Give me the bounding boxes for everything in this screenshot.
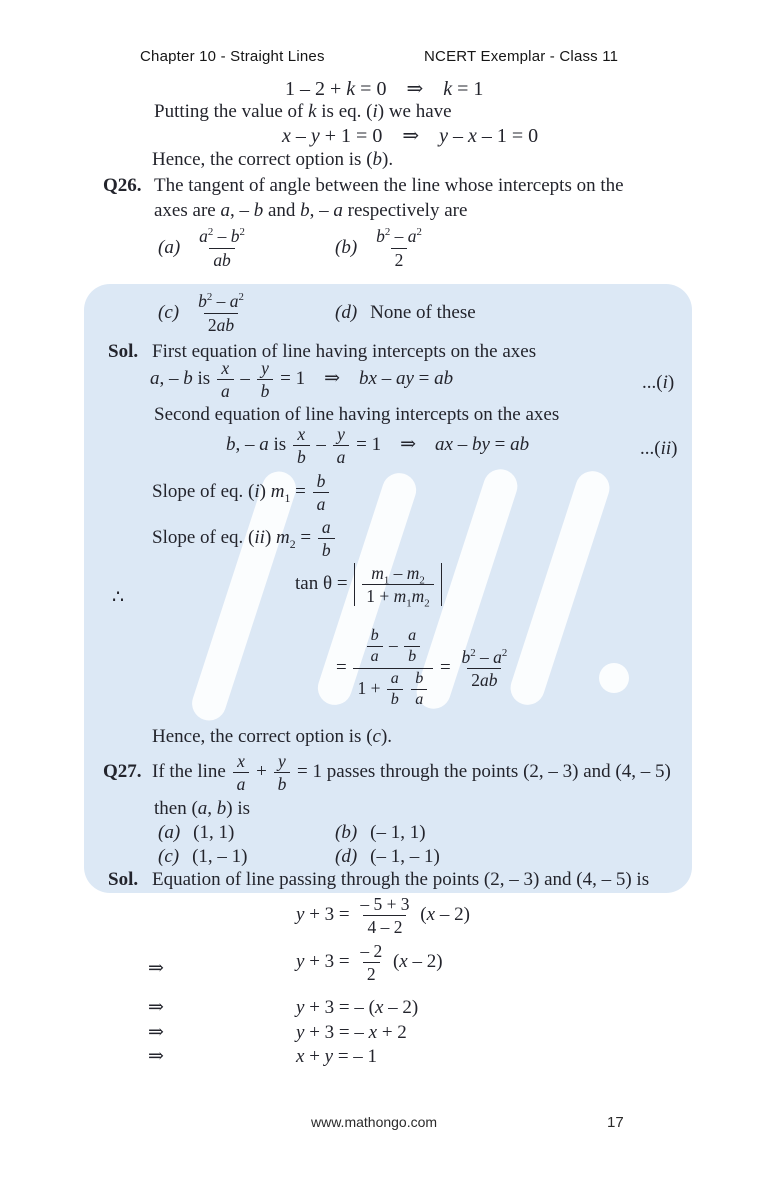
- equation-line: x + y = – 1: [296, 1046, 378, 1067]
- watermark-dot: [599, 663, 629, 693]
- book-title: NCERT Exemplar - Class 11: [424, 48, 619, 65]
- equation-ref: ...(ii): [640, 438, 678, 459]
- implies-arrow: ⇒: [148, 1022, 164, 1043]
- equation-line: 1 – 2 + k = 0 ⇒ k = 1: [285, 78, 484, 100]
- chapter-title: Chapter 10 - Straight Lines: [140, 48, 325, 65]
- option-label: (d): [335, 302, 358, 323]
- solution-text: Second equation of line having intercepts on the axes: [154, 404, 560, 425]
- option-c: [158, 289, 250, 337]
- question-number: Q27.: [103, 761, 142, 782]
- question-text: axes are a, – b and b, – a respectively are: [154, 200, 468, 221]
- conclusion-line: Hence, the correct option is (c).: [152, 726, 393, 747]
- option-label: (c): [158, 302, 180, 323]
- footer-website: www.mathongo.com: [311, 1114, 438, 1130]
- option-text: None of these: [370, 302, 476, 323]
- option-d: [335, 289, 476, 337]
- option-text: (– 1, – 1): [370, 846, 440, 867]
- solution-label: Sol.: [108, 869, 139, 890]
- question-number: Q26.: [103, 175, 142, 196]
- equation-line: tan θ = $\frac{m_1 - m_2}{1 + m_1m_2}$: [295, 563, 444, 606]
- solution-label: Sol.: [108, 341, 139, 362]
- question-text: If the line $\frac{x}{a}$ + $\frac{y}{b}$ = 1 passes through the points (2, – 3) and (4, – 5): [152, 751, 671, 795]
- equation-line: = $\frac{b}{a}$ – $\frac{a}{b}$ 1 + $\frac{a}{b}$ $\frac{b}{a}$ = $\frac{b^2 - a^2}{2ab}$: [336, 627, 508, 709]
- implies-arrow: ⇒: [148, 1046, 164, 1067]
- equation-ref: ...(i): [642, 372, 675, 393]
- option-c: [158, 845, 248, 869]
- option-a: [158, 224, 251, 272]
- equation-line: y + 3 = – x + 2: [296, 1022, 407, 1043]
- equation-line: Slope of eq. (ii) $m_2$ = $\frac{a}{b}$: [152, 517, 337, 560]
- option-b: [335, 224, 428, 272]
- option-b: [335, 821, 426, 845]
- implies-arrow: ⇒: [148, 997, 164, 1018]
- option-expression: $\frac{b^2 - a^2}{2}$: [376, 226, 422, 270]
- option-label: (a): [158, 237, 181, 258]
- equation-line: Slope of eq. (i) $m_1$ = $\frac{b}{a}$: [152, 471, 331, 514]
- solution-text: First equation of line having intercepts on the axes: [152, 341, 537, 362]
- option-label: (b): [335, 237, 358, 258]
- equation-line: y + 3 = $\frac{- 2}{2}$ (x – 2): [296, 941, 443, 985]
- equation-line: b, – a is $\frac{x}{b}$ – $\frac{y}{a}$ = 1 ⇒ ax – by = ab: [226, 424, 530, 468]
- option-label: (b): [335, 822, 358, 843]
- equation-line: a, – b is $\frac{x}{a}$ – $\frac{y}{b}$ = 1 ⇒ bx – ay = ab: [150, 358, 454, 402]
- solution-text: Equation of line passing through the points (2, – 3) and (4, – 5) is: [152, 869, 650, 890]
- question-text: The tangent of angle between the line whose intercepts on the: [154, 175, 624, 196]
- option-d: [335, 845, 440, 869]
- equation-line: y + 3 = – (x – 2): [296, 997, 419, 1018]
- option-text: (1, 1): [193, 822, 235, 843]
- equation-line: x – y + 1 = 0 ⇒ y – x – 1 = 0: [282, 125, 539, 147]
- equation-line: y + 3 = $\frac{- 5 + 3}{4 - 2}$ (x – 2): [296, 894, 470, 938]
- option-label: (a): [158, 822, 181, 843]
- question-text: then (a, b) is: [154, 798, 251, 819]
- option-label: (c): [158, 846, 180, 867]
- footer-page-number: 17: [607, 1114, 624, 1131]
- implies-arrow: ⇒: [148, 958, 164, 979]
- option-expression: $\frac{a^2 - b^2}{ab}$: [199, 226, 245, 270]
- option-text: (1, – 1): [192, 846, 248, 867]
- text-line: Putting the value of k is eq. (i) we have: [154, 101, 452, 122]
- conclusion-line: Hence, the correct option is (b).: [152, 149, 394, 170]
- option-label: (d): [335, 846, 358, 867]
- therefore-symbol: ∴: [112, 587, 125, 608]
- option-expression: $\frac{b^2 - a^2}{2ab}$: [198, 291, 244, 335]
- option-a: [158, 821, 234, 845]
- option-text: (– 1, 1): [370, 822, 426, 843]
